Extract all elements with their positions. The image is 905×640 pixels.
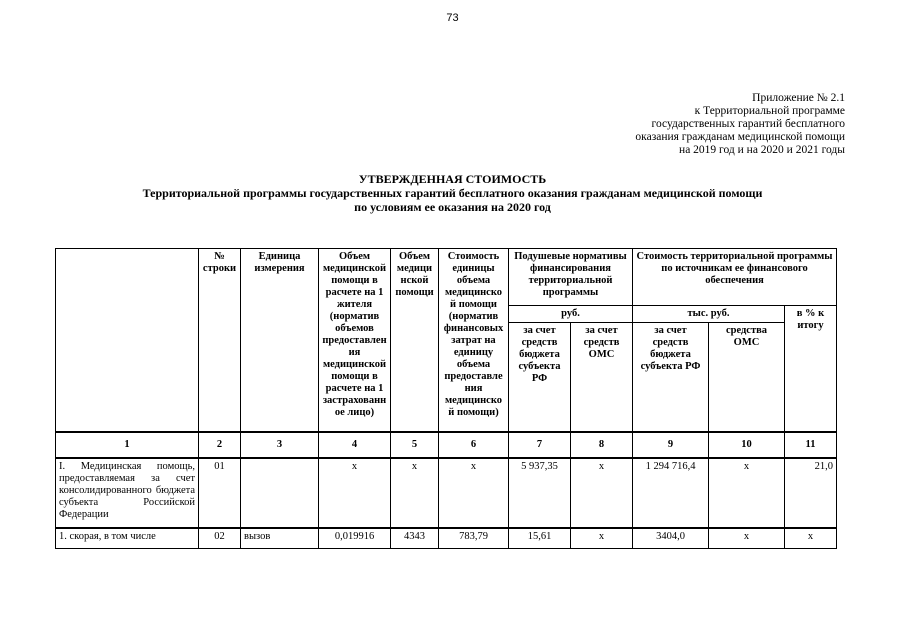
- row-per-capita-oms: x: [571, 528, 633, 548]
- appendix-line: Приложение № 2.1: [752, 92, 845, 104]
- header-rub: руб.: [509, 306, 633, 323]
- header-per-capita-group: Подушевые нормативы финансирования территориальной программы: [509, 249, 633, 306]
- row-cost-budget: 3404,0: [633, 528, 709, 548]
- header-thousand-rub: тыс. руб.: [633, 306, 785, 323]
- column-number: 4: [319, 432, 391, 458]
- row-unit: [241, 458, 319, 528]
- row-unit-cost: 783,79: [439, 528, 509, 548]
- column-number: 7: [509, 432, 571, 458]
- appendix-line: на 2019 год и на 2020 и 2021 годы: [679, 144, 845, 156]
- row-volume-per-capita: x: [319, 458, 391, 528]
- row-per-capita-budget: 5 937,35: [509, 458, 571, 528]
- row-name: I. Медицинская помощь, предоставляемая за счет консолидированного бюджета субъекта Российской Федерации: [56, 458, 199, 528]
- title-line-1: УТВЕРЖДЕННАЯ СТОИМОСТЬ: [358, 172, 547, 186]
- row-cost-oms: x: [709, 528, 785, 548]
- row-number: 01: [199, 458, 241, 528]
- row-unit: вызов: [241, 528, 319, 548]
- header-row-no: № строки: [199, 249, 241, 433]
- row-per-capita-oms: x: [571, 458, 633, 528]
- appendix-line: оказания гражданам медицинской помощи: [635, 131, 845, 143]
- header-oms: за счет средств ОМС: [571, 323, 633, 433]
- title-line-3: по условиям ее оказания на 2020 год: [354, 200, 551, 214]
- column-number: 1: [56, 432, 199, 458]
- column-number: 9: [633, 432, 709, 458]
- header-unit: Единица измерения: [241, 249, 319, 433]
- cost-table: [55, 248, 837, 549]
- header-volume: Объем медицинской помощи: [391, 249, 439, 433]
- header-budget-rf: за счет средств бюджета субъекта РФ: [509, 323, 571, 433]
- column-number: 11: [785, 432, 837, 458]
- header-name-cell: [56, 249, 199, 433]
- row-unit-cost: x: [439, 458, 509, 528]
- document-title: [0, 172, 905, 214]
- row-volume: 4343: [391, 528, 439, 548]
- header-row: [56, 249, 837, 306]
- column-number: 10: [709, 432, 785, 458]
- header-volume-per-capita: Объем медицинской помощи в расчете на 1 жителя (норматив объемов предоставления медицинской помощи в расчете на 1 застрахованное лицо): [319, 249, 391, 433]
- header-cost-group: Стоимость территориальной программы по источникам ее финансового обеспечения: [633, 249, 837, 306]
- header-unit-cost: Стоимость единицы объема медицинской помощи (норматив финансовых затрат на единицу объема предоставления медицинской помощи): [439, 249, 509, 433]
- appendix-line: государственных гарантий бесплатного: [651, 118, 845, 130]
- row-name: 1. скорая, в том числе: [56, 528, 199, 548]
- column-number: 2: [199, 432, 241, 458]
- table-row: [56, 528, 837, 548]
- row-volume-per-capita: 0,019916: [319, 528, 391, 548]
- appendix-reference: [635, 92, 845, 157]
- header-budget-rf-cost: за счет средств бюджета субъекта РФ: [633, 323, 709, 433]
- row-cost-oms: x: [709, 458, 785, 528]
- row-percent: 21,0: [785, 458, 837, 528]
- row-percent: x: [785, 528, 837, 548]
- header-oms-cost: средства ОМС: [709, 323, 785, 433]
- row-per-capita-budget: 15,61: [509, 528, 571, 548]
- column-numbers-row: [56, 432, 837, 458]
- appendix-line: к Территориальной программе: [694, 105, 845, 117]
- title-line-2: Территориальной программы государственных гарантий бесплатного оказания гражданам медицинской помощи: [142, 186, 763, 200]
- table-row: [56, 458, 837, 528]
- column-number: 5: [391, 432, 439, 458]
- page-number: 73: [446, 12, 459, 24]
- column-number: 8: [571, 432, 633, 458]
- column-number: 3: [241, 432, 319, 458]
- header-percent-total: в % к итогу: [785, 306, 837, 433]
- row-volume: x: [391, 458, 439, 528]
- row-cost-budget: 1 294 716,4: [633, 458, 709, 528]
- column-number: 6: [439, 432, 509, 458]
- row-number: 02: [199, 528, 241, 548]
